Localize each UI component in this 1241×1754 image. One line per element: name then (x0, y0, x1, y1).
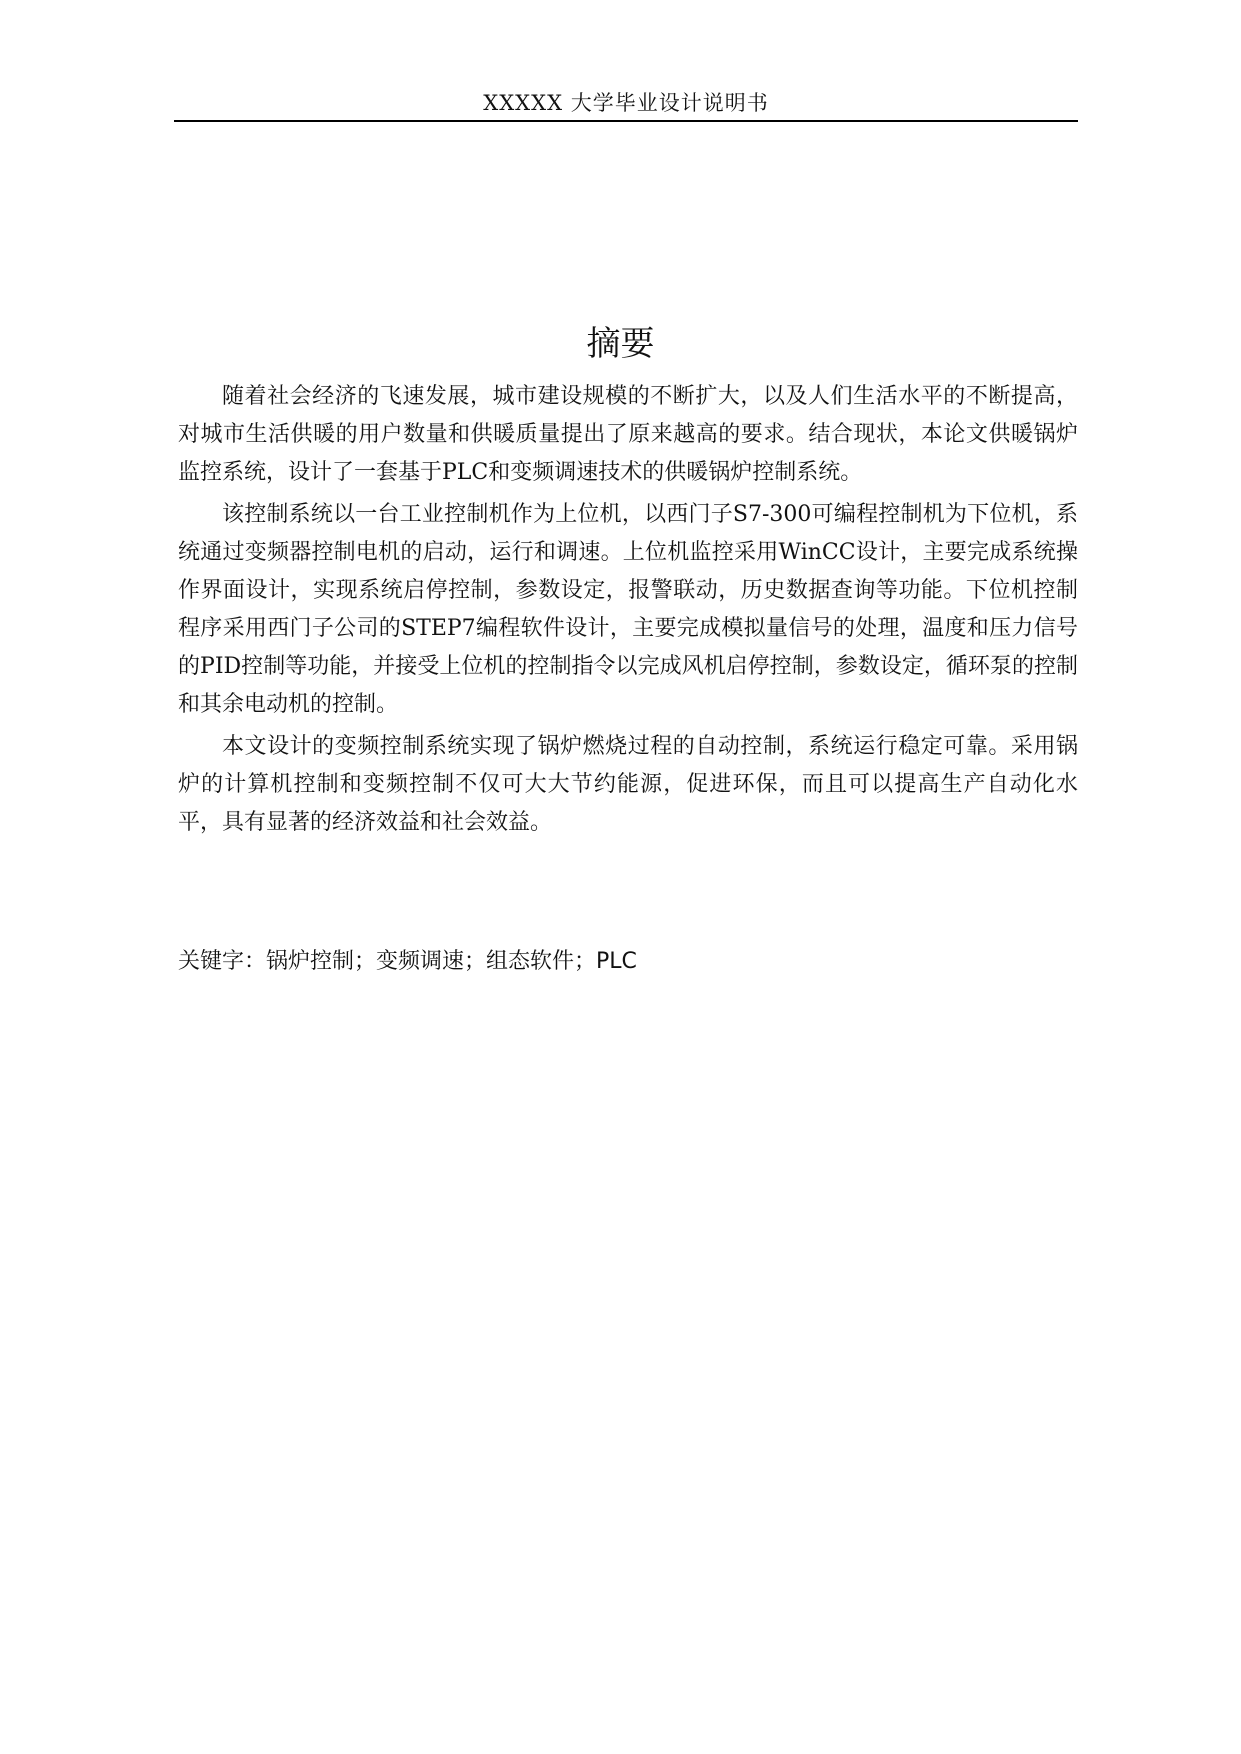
abstract-paragraph-3: 本文设计的变频控制系统实现了锅炉燃烧过程的自动控制，系统运行稳定可靠。采用锅炉的计算机控制和变频控制不仅可大大节约能源，促进环保，而且可以提高生产自动化水平，具有显著的经济效益和社会效益。 (178, 734, 1078, 835)
abstract-paragraph-1: 随着社会经济的飞速发展，城市建设规模的不断扩大，以及人们生活水平的不断提高，对城市生活供暖的用户数量和供暖质量提出了原来越高的要求。结合现状，本论文供暖锅炉监控系统，设计了一套基于PLC和变频调速技术的供暖锅炉控制系统。 (178, 384, 1078, 485)
header-text: XXXXX 大学毕业设计说明书 (483, 91, 769, 115)
keywords-text: 锅炉控制；变频调速；组态软件；PLC (266, 949, 637, 974)
abstract-body (178, 378, 1078, 846)
abstract-paragraph-2: 该控制系统以一台工业控制机作为上位机，以西门子S7-300可编程控制机为下位机，系统通过变频器控制电机的启动，运行和调速。上位机监控采用WinCC设计，主要完成系统操作界面设计，实现系统启停控制，参数设定，报警联动，历史数据查询等功能。下位机控制程序采用西门子公司的STEP7编程软件设计，主要完成模拟量信号的处理，温度和压力信号的PID控制等功能，并接受上位机的控制指令以完成风机启停控制，参数设定，循环泵的控制和其余电动机的控制。 (178, 502, 1078, 717)
abstract-title: 摘要 (586, 324, 655, 364)
keywords-line (178, 942, 1078, 982)
keywords-label: 关键字： (178, 949, 267, 974)
page-header (174, 86, 1078, 122)
